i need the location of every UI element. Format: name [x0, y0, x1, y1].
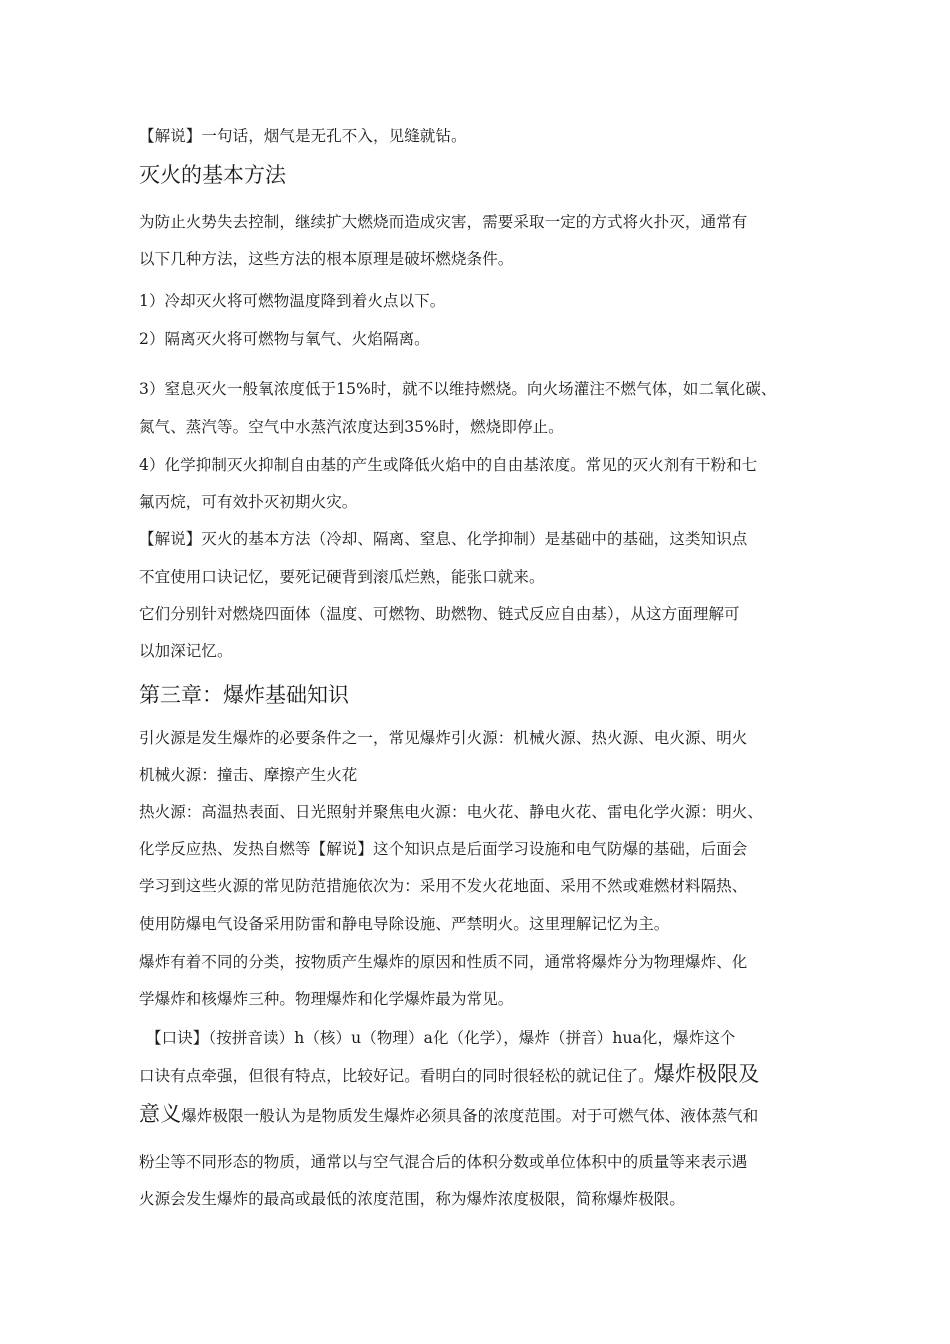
paragraph-line: 氮气、蒸汽等。空气中水蒸汽浓度达到35%时，燃烧即停止。: [139, 418, 564, 436]
paragraph-line: 3）窒息灭火一般氧浓度低于15%时，就不以维持燃烧。向火场灌注不燃气体，如二氧化碳、: [139, 380, 777, 398]
paragraph-line: 氟丙烷，可有效扑灭初期火灾。: [139, 493, 358, 511]
inline-text: 口诀有点牵强，但很有特点，比较好记。看明白的同时很轻松的就记住了。: [139, 1067, 654, 1085]
paragraph-line: 它们分别针对燃烧四面体（温度、可燃物、助燃物、链式反应自由基），从这方面理解可: [139, 605, 740, 623]
paragraph-line: 机械火源：撞击、摩擦产生火花: [139, 766, 358, 784]
paragraph-line: 不宜使用口诀记忆，要死记硬背到滚瓜烂熟，能张口就来。: [139, 568, 545, 586]
paragraph-line: 热火源：高温热表面、日光照射并聚焦电火源：电火花、静电火花、雷电化学火源：明火、: [139, 803, 764, 821]
paragraph-line: 引火源是发生爆炸的必要条件之一，常见爆炸引火源：机械火源、热火源、电火源、明火: [139, 729, 748, 747]
paragraph-line: 以加深记忆。: [139, 642, 233, 660]
paragraph-line: 4）化学抑制灭火抑制自由基的产生或降低火焰中的自由基浓度。常见的灭火剂有干粉和七: [139, 456, 758, 474]
paragraph-line: 学爆炸和核爆炸三种。物理爆炸和化学爆炸最为常见。: [139, 990, 514, 1008]
paragraph-line: [139, 1064, 759, 1086]
paragraph-line: 1）冷却灭火将可燃物温度降到着火点以下。: [139, 292, 446, 310]
paragraph-line: 为防止火势失去控制，继续扩大燃烧而造成灾害，需要采取一定的方式将火扑灭，通常有: [139, 213, 748, 231]
paragraph-line: [139, 1104, 758, 1126]
paragraph-line: 粉尘等不同形态的物质，通常以与空气混合后的体积分数或单位体积中的质量等来表示遇: [139, 1153, 748, 1171]
paragraph-line: 爆炸有着不同的分类，按物质产生爆炸的原因和性质不同，通常将爆炸分为物理爆炸、化: [139, 953, 748, 971]
paragraph-line: 火源会发生爆炸的最高或最低的浓度范围，称为爆炸浓度极限，简称爆炸极限。: [139, 1190, 686, 1208]
paragraph-line: 【口诀】（按拼音读）h（核）u（物理）a化（化学），爆炸（拼音）hua化，爆炸这个: [146, 1029, 736, 1047]
paragraph-line: 化学反应热、发热自燃等【解说】这个知识点是后面学习设施和电气防爆的基础，后面会: [139, 840, 748, 858]
inline-heading: 意义: [139, 1102, 182, 1126]
paragraph-line: 学习到这些火源的常见防范措施依次为：采用不发火花地面、采用不然或难燃材料隔热、: [139, 877, 748, 895]
section-heading: 灭火的基本方法: [139, 163, 286, 187]
inline-text: 爆炸极限一般认为是物质发生爆炸必须具备的浓度范围。对于可燃气体、液体蒸气和: [181, 1107, 759, 1125]
paragraph-line: 【解说】灭火的基本方法（冷却、隔离、窒息、化学抑制）是基础中的基础，这类知识点: [139, 530, 748, 548]
paragraph-line: 以下几种方法，这些方法的根本原理是破坏燃烧条件。: [139, 250, 514, 268]
inline-heading: 爆炸极限及: [653, 1062, 760, 1086]
paragraph-line: 【解说】一句话，烟气是无孔不入，见缝就钻。: [139, 127, 467, 145]
chapter-heading: 第三章：爆炸基础知识: [139, 683, 349, 707]
paragraph-line: 使用防爆电气设备采用防雷和静电导除设施、严禁明火。这里理解记忆为主。: [139, 915, 670, 933]
paragraph-line: 2）隔离灭火将可燃物与氧气、火焰隔离。: [139, 330, 430, 348]
